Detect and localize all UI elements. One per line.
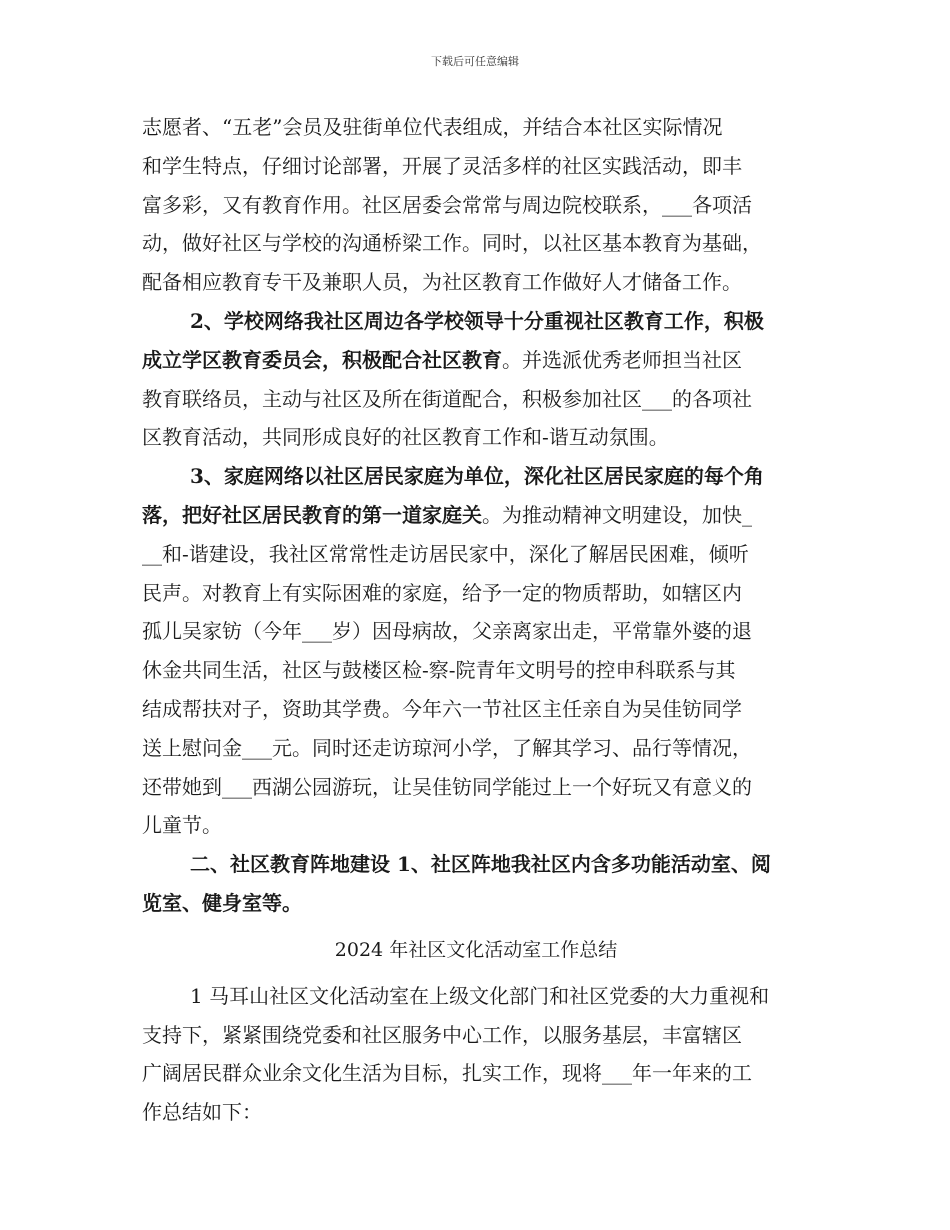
text-line: 和学生特点，仔细讨论部署，开展了灵活多样的社区实践活动，即丰 (142, 153, 742, 178)
text-line: 儿童节。 (142, 813, 222, 838)
text-line: __和-谐建设，我社区常常性走访居民家中，深化了解居民困难，倾听 (142, 541, 749, 566)
paragraph-5 (142, 977, 810, 1132)
bold-heading-text: 落，把好社区居民教育的第一道家庭关 (142, 502, 482, 527)
text-line: 配备相应教育专干及兼职人员，为社区教育工作做好人才储备工作。 (142, 270, 742, 295)
text-line (142, 496, 810, 535)
bold-heading-text: 成立学区教育委员会，积极配合社区教育 (142, 347, 502, 372)
text-line: 志愿者、“五老”会员及驻街单位代表组成，并结合本社区实际情况 (142, 115, 723, 139)
text-line: 孤儿吴家钫（今年___岁）因母病故，父亲离家出走，平常靠外婆的退 (142, 619, 752, 644)
text-line: 休金共同生活，社区与鼓楼区检-察-院青年文明号的控申科联系与其 (142, 658, 736, 683)
body-text: 。为推动精神文明建设，加快_ (482, 502, 752, 527)
text-line: 送上慰问金___元。同时还走访琼河小学，了解其学习、品行等情况， (142, 735, 752, 760)
text-line: 还带她到___西湖公园游玩，让吴佳钫同学能过上一个好玩又有意义的 (142, 774, 752, 799)
document-body (142, 108, 810, 1132)
text-line: 二、社区教育阵地建设 1、社区阵地我社区内含多功能活动室、阅 (190, 852, 771, 877)
text-line: 教育联络员，主动与社区及所在街道配合，积极参加社区___的各项社 (142, 386, 752, 411)
text-line: 富多彩，又有教育作用。社区居委会常常与周边院校联系，___各项活 (142, 192, 752, 217)
text-line: 结成帮扶对子，资助其学费。今年六一节社区主任亲自为吴佳钫同学 (142, 696, 742, 721)
body-text: 。并选派优秀老师担当社区 (502, 347, 742, 372)
text-line: 览室、健身室等。 (142, 890, 302, 915)
page-header: 下载后可任意编辑 (431, 55, 519, 68)
text-line: 2、学校网络我社区周边各学校领导十分重视社区教育工作，积极 (190, 308, 764, 333)
text-line: 1 马耳山社区文化活动室在上级文化部门和社区党委的大力重视和 (190, 983, 770, 1008)
text-line (142, 341, 810, 380)
paragraph-1 (142, 108, 810, 302)
paragraph-3 (142, 457, 810, 845)
text-line: 3、家庭网络以社区居民家庭为单位，深化社区居民家庭的每个角 (190, 464, 764, 489)
section-title: 2024 年社区文化活动室工作总结 (334, 938, 618, 961)
text-line: 动，做好社区与学校的沟通桥梁工作。同时，以社区基本教育为基础， (142, 231, 762, 256)
text-line: 支持下，紧紧围绕党委和社区服务中心工作，以服务基层，丰富辖区 (142, 1022, 742, 1047)
paragraph-4 (142, 845, 810, 923)
paragraph-2 (142, 302, 810, 457)
text-line: 作总结如下： (142, 1100, 262, 1125)
text-line: 区教育活动，共同形成良好的社区教育工作和-谐互动氛围。 (142, 425, 669, 450)
text-line: 广阔居民群众业余文化生活为目标，扎实工作，现将___年一年来的工 (142, 1061, 752, 1086)
text-line: 民声。对教育上有实际困难的家庭，给予一定的物质帮助，如辖区内 (142, 580, 742, 605)
